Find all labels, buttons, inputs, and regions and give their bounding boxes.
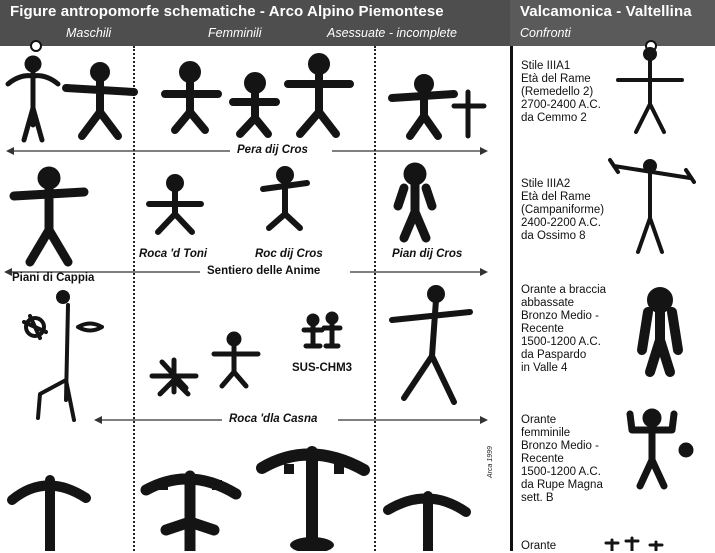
figure-male-row4 [12, 480, 86, 551]
label-piani-di-cappia: Piani di Cappia [12, 272, 95, 284]
label-roca-dla-casna: Roca 'dla Casna [225, 413, 321, 425]
column-label-asessuate: Asessuate - incomplete [327, 26, 457, 40]
figure-female-row4b [262, 452, 364, 551]
label-roca-d-toni: Roca 'd Toni [139, 248, 208, 260]
figure-female-star [152, 360, 196, 394]
figure-male-row3 [24, 292, 102, 420]
figure-roc-dij-cros [263, 169, 307, 228]
comparison-figure-4 [630, 412, 690, 486]
comparison-text-1: Stile IIIA1 Età del Rame (Remedello 2) 2700-2400 A.C. da Cemmo 2 [521, 60, 601, 124]
figure-male-2 [66, 66, 134, 136]
figure-asexual-row4 [388, 496, 466, 551]
figure-female-2 [233, 76, 276, 134]
comparison-title: Valcamonica - Valtellina [520, 3, 692, 20]
header-marker-icon [31, 41, 41, 51]
comparison-text-2: Stile IIIA2 Età del Rame (Campaniforme) 2400-2200 A.C. da Ossimo 8 [521, 178, 605, 242]
figure-female-1 [165, 65, 218, 130]
comparison-figure-2 [610, 160, 694, 252]
figure-female-row3 [214, 334, 258, 386]
comparison-text-4: Orante femminile Bronzo Medio - Recente 1500-1200 A.C. da Rupe Magna sett. B [521, 414, 603, 504]
figure-male-1 [8, 58, 58, 140]
figure-male-piani [14, 171, 84, 262]
figure-pair-sus [304, 314, 340, 346]
label-roc-dij-cros: Roc dij Cros [255, 248, 323, 260]
side-credit: Arca 1999 [487, 446, 494, 478]
column-label-maschili: Maschili [66, 26, 112, 40]
label-pian-dij-cros: Pian dij Cros [392, 248, 463, 260]
label-pera-dij-cros: Pera dij Cros [233, 144, 312, 156]
diagram-title: Figure antropomorfe schematiche - Arco Alpino Piemontese [10, 3, 444, 20]
figure-female-3 [288, 57, 350, 134]
label-sus-chm3: SUS-CHM3 [292, 362, 353, 374]
figure-roca-toni [149, 177, 201, 232]
figure-asexual-row3 [392, 288, 470, 402]
comparison-figure-3 [642, 292, 678, 372]
figure-cross [454, 92, 484, 136]
comparison-subtitle: Confronti [520, 26, 571, 40]
label-sentiero-delle-anime: Sentiero delle Anime [203, 265, 324, 277]
figure-female-row4a [146, 476, 236, 551]
figure-asexual-1 [392, 78, 454, 136]
comparison-figure-1 [618, 49, 682, 132]
comparison-text-3: Orante a braccia abbassate Bronzo Medio - Recente 1500-1200 A.C. da Paspardo in Valle 4 [521, 284, 607, 374]
column-label-femminili: Femminili [208, 26, 262, 40]
comparison-figure-5 [606, 538, 662, 551]
figure-pian-dij-cros [398, 167, 432, 238]
comparison-text-5: Orante [521, 540, 557, 552]
